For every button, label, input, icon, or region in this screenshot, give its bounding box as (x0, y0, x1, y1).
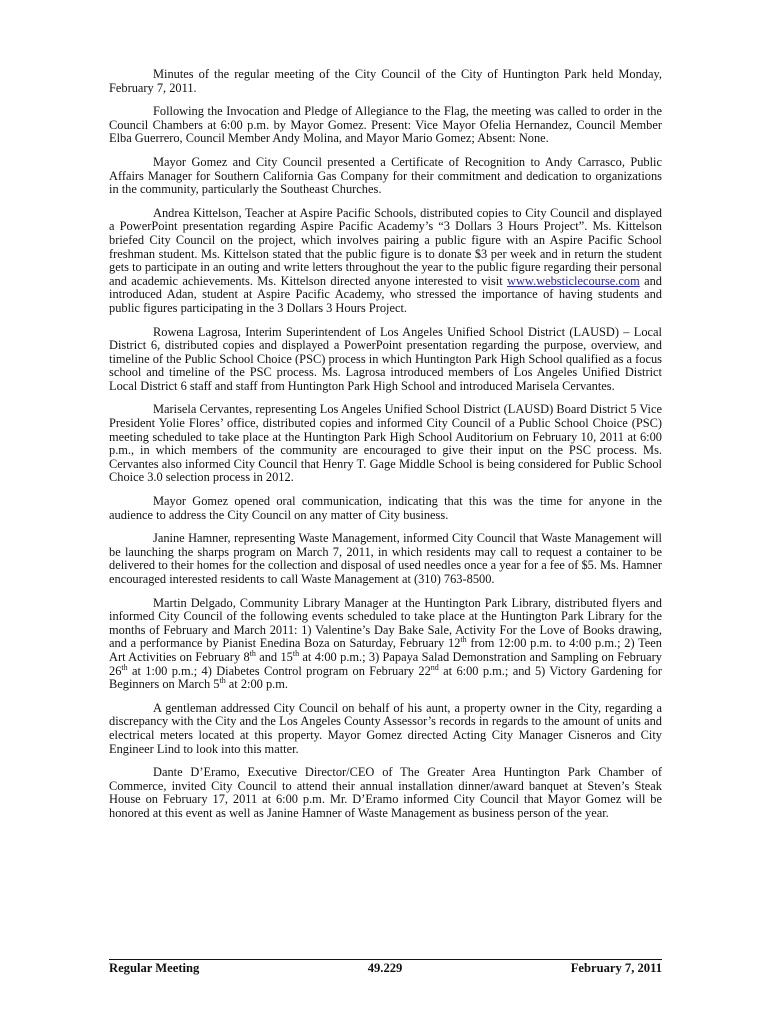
kittelson-text-after: and introduced Adan, student at Aspire Pacific Academy, who stressed the importance of having students and public figures participating in the 3 Dollars 3 Hours Project. (109, 273, 662, 315)
paragraph-certificate: Mayor Gomez and City Council presented a Certificate of Recognition to Andy Carrasco, Public Affairs Manager for Southern California Gas Company for their commitment and dedication to organizations in the community, particularly the Southeast Churches. (109, 154, 662, 197)
delgado-text: Martin Delgado, Community Library Manager at the Huntington Park Library, distributed flyers and informed City Council of the following events scheduled to take place at the Huntington Park Library for the months of February and March 2011: 1) Valentine’s Day Bake Sale, Activity For the Love of Books drawing, and a performance by Pianist Enedina Boza on Saturday, February 12 (109, 595, 662, 651)
paragraph-oral-communication: Mayor Gomez opened oral communication, indicating that this was the time for anyone in the audience to address the City Council on any matter of City business. (109, 494, 662, 522)
kittelson-text-before: Andrea Kittelson, Teacher at Aspire Pacific Schools, distributed copies to City Council and displayed a PowerPoint presentation regarding Aspire Pacific Academy’s “3 Dollars 3 Hours Project”. Ms. Kittelson briefed City Council on the project, which involves pairing a public figure with an Aspire Pacific School freshman student. Ms. Kittelson stated that the public figure is to donate $3 per week and in return the student gets to participate in an outing and write letters throughout the year to the public figure regarding their personal and academic achievements. Ms. Kittelson directed anyone interested to visit (109, 205, 662, 288)
ordinal-suffix: th (121, 662, 128, 672)
ordinal-suffix: th (249, 648, 256, 658)
footer-meeting-type: Regular Meeting (109, 961, 200, 975)
paragraph-kittelson (109, 207, 662, 316)
delgado-text: at 2:00 p.m. (225, 677, 288, 692)
ordinal-suffix: th (219, 676, 226, 686)
page-footer (109, 959, 662, 979)
paragraph-delgado (109, 597, 662, 692)
delgado-text: at 4:00 p.m.; 3) Papaya Salad Demonstration and Sampling on February 26 (109, 649, 662, 678)
paragraph-cervantes: Marisela Cervantes, representing Los Angeles Unified School District (LAUSD) Board District 5 Vice President Yolie Flores’ office, distributed copies and informed City Council of a Public School Choice (PSC) meeting scheduled to take place at the Huntington Park High School Auditorium on February 10, 2011 at 6:00 p.m., in which members of the community are encouraged to give their input on the PSC process. Ms. Cervantes also informed City Council that Henry T. Gage Middle School is being considered for Public School Choice 3.0 selection process in 2012. (109, 402, 662, 485)
website-link[interactable]: www.websticlecourse.com (507, 273, 640, 288)
delgado-text: and 15 (255, 649, 293, 664)
paragraph-meeting-intro: Minutes of the regular meeting of the City Council of the City of Huntington Park held Monday, February 7, 2011. (109, 67, 662, 95)
ordinal-suffix: th (292, 648, 300, 658)
delgado-text: from 12:00 p.m. to 4:00 p.m.; 2) Teen Art Activities on February 8 (109, 636, 662, 664)
paragraph-hamner: Janine Hamner, representing Waste Management, informed City Council that Waste Management will be launching the sharps program on March 7, 2011, in which residents may call to request a container to be delivered to their homes for the collection and disposal of used needles once a year for a fee of $5. Ms. Hamner encouraged interested residents to call Waste Management at (310) 763-8500. (109, 531, 662, 586)
footer-page-number: 49.229 (367, 961, 403, 975)
ordinal-suffix: th (460, 635, 467, 645)
delgado-text: at 1:00 p.m.; 4) Diabetes Control program on February 22 (127, 663, 431, 678)
paragraph-property-owner: A gentleman addressed City Council on behalf of his aunt, a property owner in the City, regarding a discrepancy with the City and the Los Angeles County Assessor’s records in regards to the amount of units and electrical meters located at this property. Mayor Gomez directed Acting City Manager Cisneros and City Engineer Lind to look into this matter. (109, 700, 662, 756)
paragraph-lagrosa: Rowena Lagrosa, Interim Superintendent of Los Angeles Unified School District (LAUSD) – Local District 6, distributed copies and displayed a PowerPoint presentation regarding the purpose, overview, and timeline of the Public School Choice (PSC) process in which Huntington Park High School qualified as a focus school and timeline of the PSC process. Ms. Lagrosa introduced members of Los Angeles Unified District Local District 6 staff and staff from Huntington Park High School and introduced Marisela Cervantes. (109, 324, 662, 393)
paragraph-deramo: Dante D’Eramo, Executive Director/CEO of The Greater Area Huntington Park Chamber of Commerce, invited City Council to attend their annual installation dinner/award banquet at Steven’s Steak House on February 17, 2011 at 6:00 p.m. Mr. D’Eramo informed City Council that Mayor Gomez will be honored at this event as well as Janine Hamner of Waste Management as business person of the year. (109, 765, 662, 820)
footer-meeting-date: February 7, 2011 (570, 961, 662, 975)
ordinal-suffix: nd (430, 662, 439, 672)
delgado-text: at 6:00 p.m.; and 5) Victory Gardening for Beginners on March 5 (109, 663, 663, 692)
paragraph-call-to-order: Following the Invocation and Pledge of Allegiance to the Flag, the meeting was called to order in the Council Chambers at 6:00 p.m. by Mayor Gomez. Present: Vice Mayor Ofelia Hernandez, Council Member Elba Guerrero, Council Member Andy Molina, and Mayor Mario Gomez; Absent: None. (109, 104, 662, 146)
document-body (109, 68, 662, 831)
